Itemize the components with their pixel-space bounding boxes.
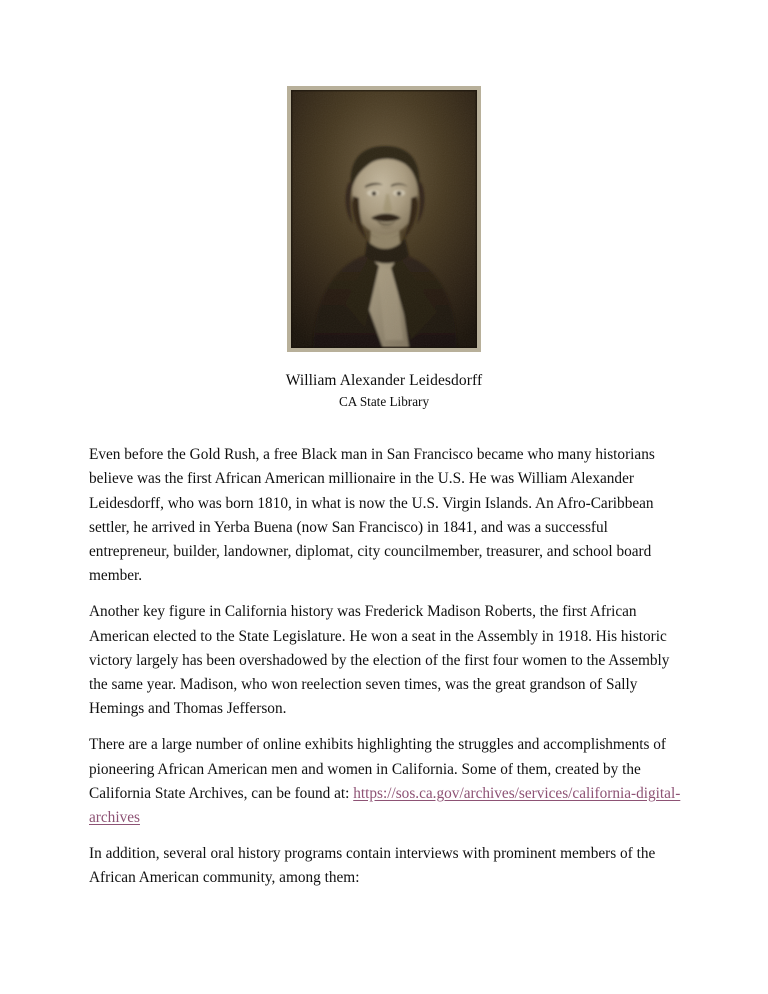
- paragraph-leidesdorff: Even before the Gold Rush, a free Black man in San Francisco became who many historians believe was the first African American millionaire in the U.S. He was William Alexander Leidesdorff, who was born 1810, in what is now the U.S. Virgin Islands. An Afro-Caribbean settler, he arrived in Yerba Buena (now San Francisco) in 1841, and was a successful entrepreneur, builder, landowner, diplomat, city councilmember, treasurer, and school board member.: [89, 446, 655, 585]
- paragraph-exhibits: [89, 733, 683, 830]
- figure-caption-title: William Alexander Leidesdorff: [285, 372, 483, 389]
- paragraph-roberts: Another key figure in California history was Frederick Madison Roberts, the first African American elected to the State Legislature. He won a seat in the Assembly in 1918. His historic victory largely has been overshadowed by the election of the first four women to the Assembly the same year. Madison, who won reelection seven times, was the great grandson of Sally Hemings and Thomas Jefferson.: [89, 603, 670, 718]
- paragraph-oral-history: In addition, several oral history programs contain interviews with prominent members of the African American community, among them:: [89, 844, 656, 887]
- portrait-image-frame: [287, 86, 481, 352]
- portrait-william-alexander-leidesdorff: [291, 90, 477, 348]
- figure-block: [0, 86, 768, 410]
- document-body: [89, 443, 683, 891]
- paragraph-exhibits-text: There are a large number of online exhibits highlighting the struggles and accomplishments of pioneering African American men and women in California. Some of them, created by the California State Archives, can be found at:: [89, 736, 667, 802]
- figure-caption-credit: CA State Library: [338, 394, 430, 409]
- california-digital-archives-link[interactable]: https://sos.ca.gov/archives/services/california-digital-archives: [89, 784, 681, 827]
